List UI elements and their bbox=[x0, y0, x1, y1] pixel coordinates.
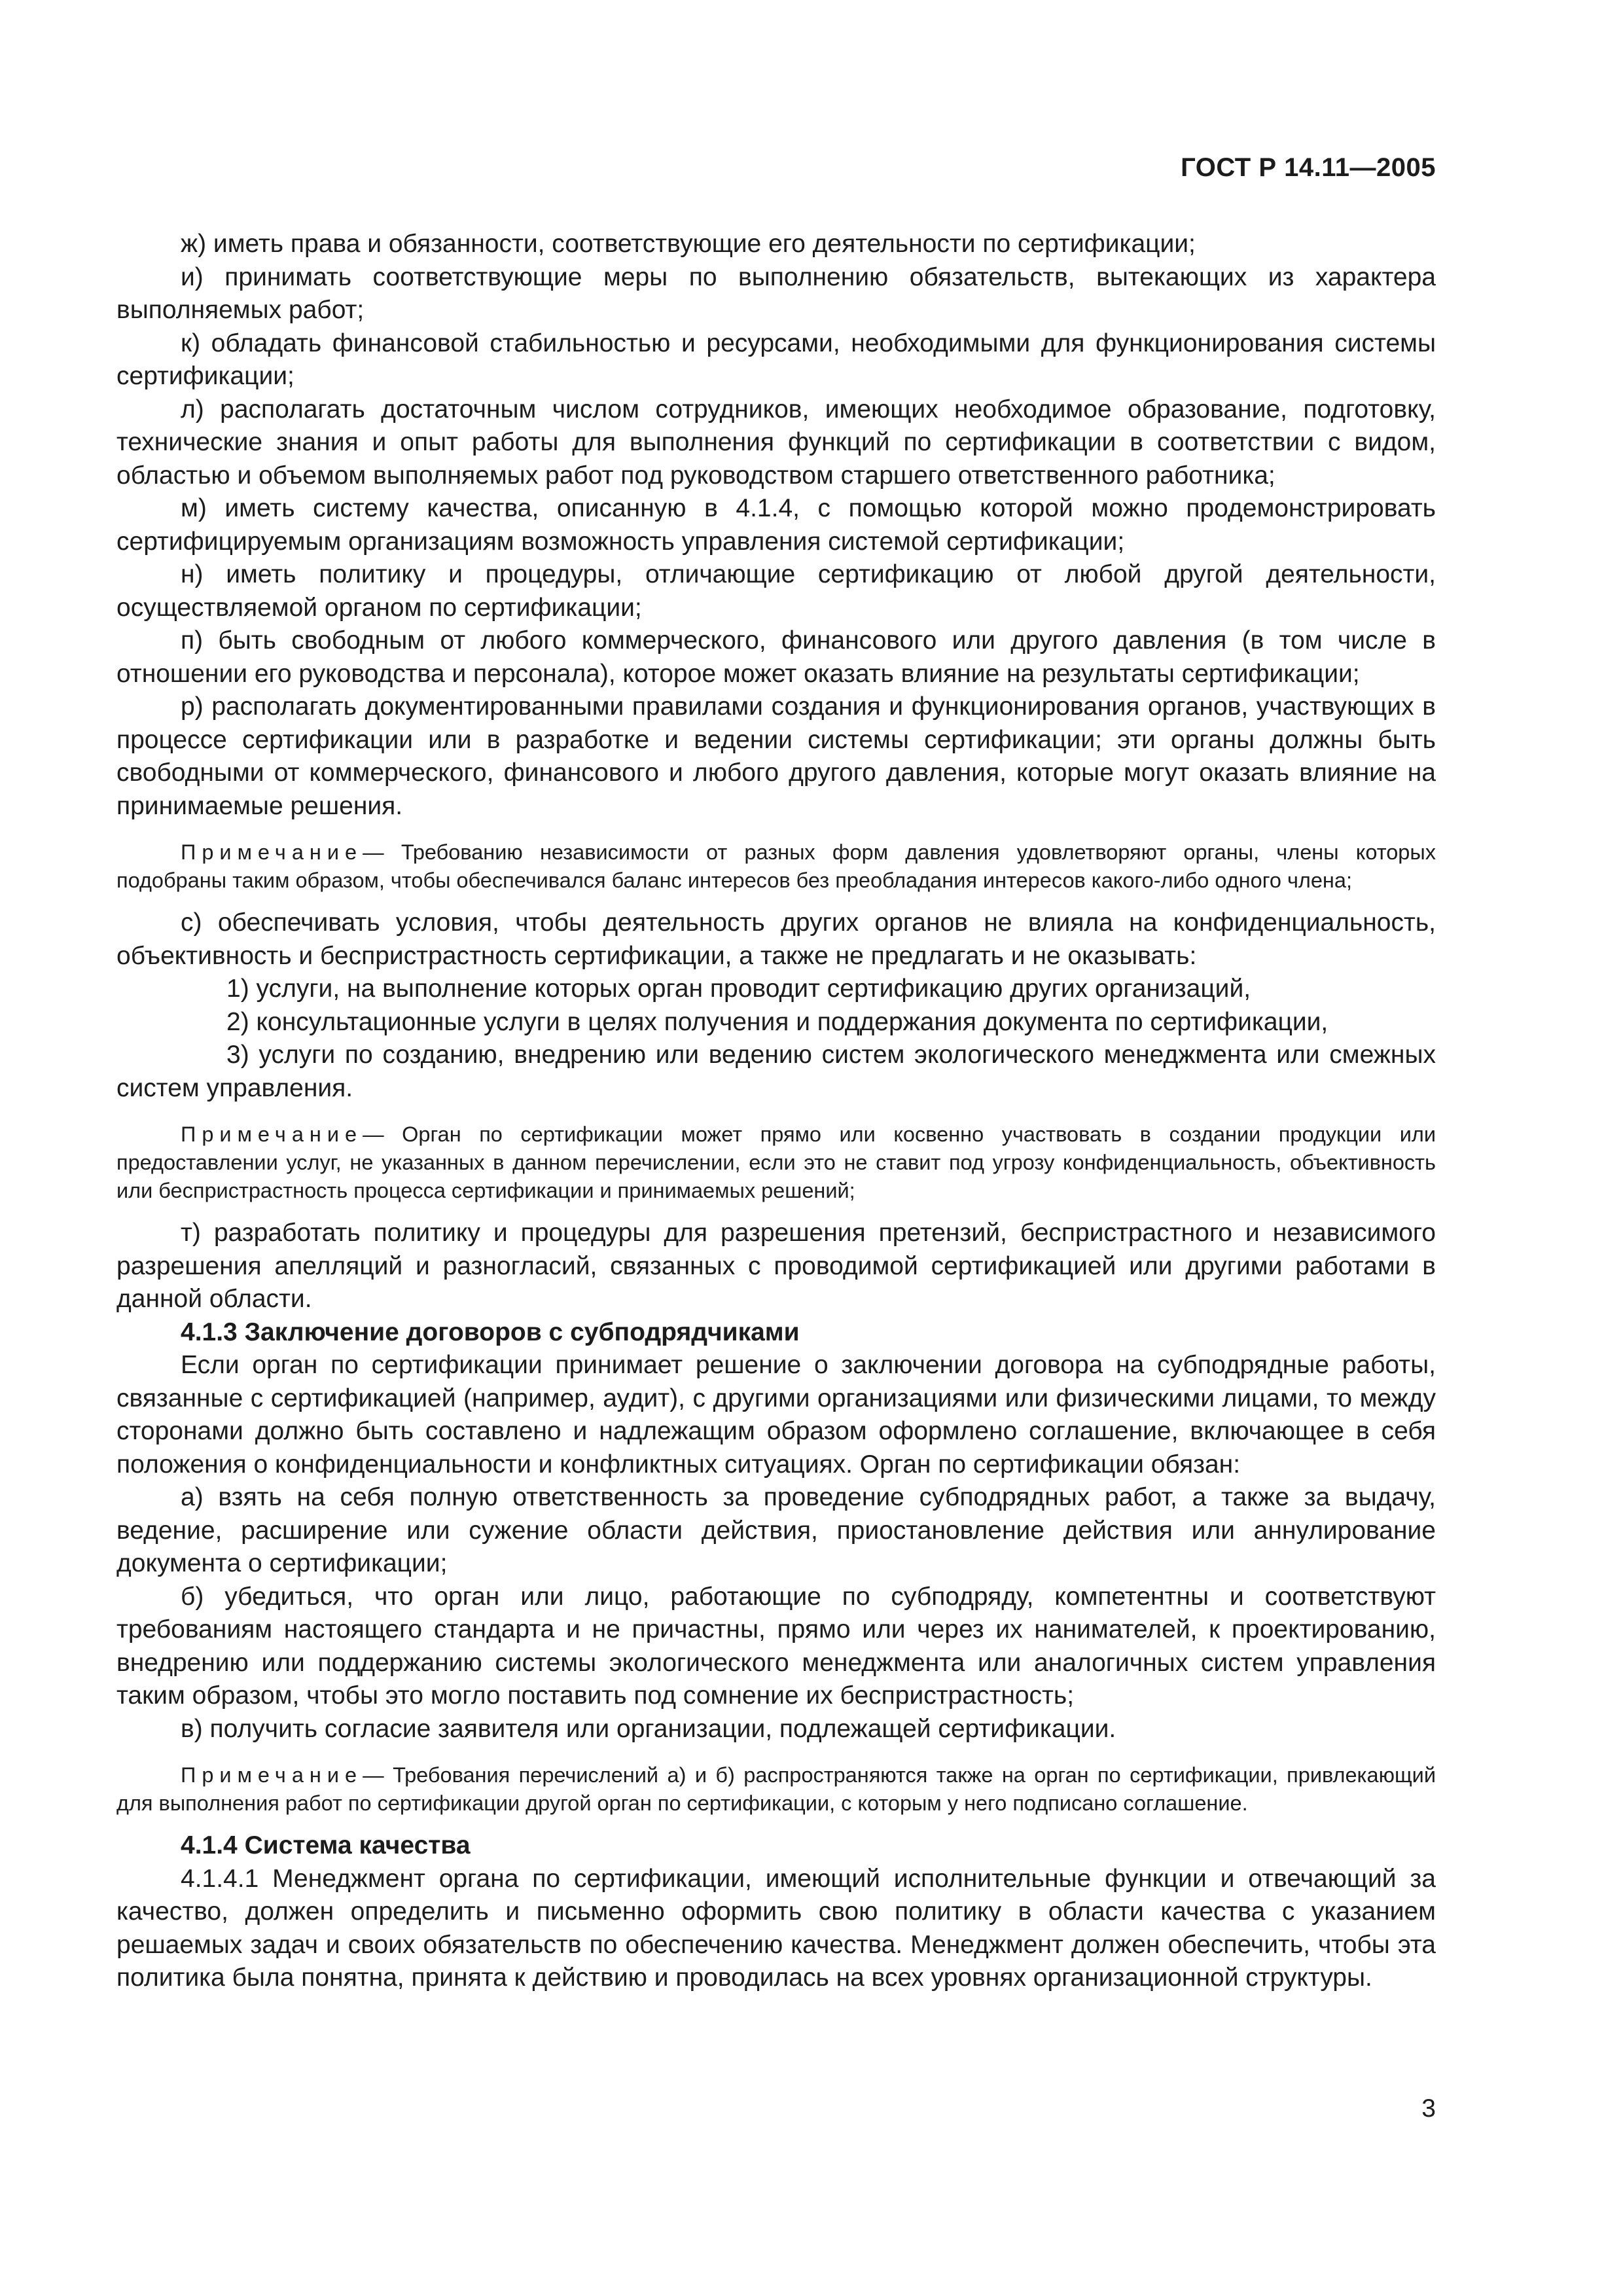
note-label: Примечание bbox=[181, 1122, 363, 1146]
list-item-r: р) располагать документированными правилами создания и функционирования органов, участвующих в процессе сертификации или в разработке и ведении системы сертификации; эти органы должны быть свободными от коммерческого, финансового и любого другого давления, которые могут оказать влияние на принимаемые решения. bbox=[116, 692, 1436, 820]
list-item-a: а) взять на себя полную ответственность за проведение субподрядных работ, а также за выдачу, ведение, расширение или сужение области действия, приостановление действия или аннулирование документа о сертификации; bbox=[116, 1483, 1436, 1577]
document-header: ГОСТ Р 14.11—2005 bbox=[1181, 153, 1436, 182]
list-item-m: м) иметь систему качества, описанную в 4.1.4, с помощью которой можно продемонстрировать сертифицируемым организациям возможность управления системой сертификации; bbox=[116, 494, 1436, 556]
note-3 bbox=[116, 1761, 1436, 1818]
list-item-zh: ж) иметь права и обязанности, соответствующие его деятельности по сертификации; bbox=[181, 230, 1196, 258]
note-text: — Орган по сертификации может прямо или косвенно участвовать в создании продукции или предоставлении услуг, не указанных в данном перечислении, если это не ставит под угрозу конфиденциальность, объективность или беспристрастность процесса сертификации и принимаемых решений; bbox=[116, 1122, 1436, 1202]
list-item-l: л) располагать достаточным числом сотрудников, имеющих необходимое образование, подготовку, технические знания и опыт работы для выполнения функций по сертификации в соответствии с видом, областью и объемом выполняемых работ под руководством старшего ответственного работника; bbox=[116, 395, 1436, 490]
note-text: — Требования перечислений а) и б) распространяются также на орган по сертификации, привлекающий для выполнения работ по сертификации другой орган по сертификации, с которым у него подписано соглашение. bbox=[116, 1763, 1436, 1815]
section-4-1-3-intro: Если орган по сертификации принимает решение о заключении договора на субподрядные работы, связанные с сертификацией (например, аудит), с другими организациями или физическими лицами, то между сторонами должно быть составлено и надлежащим образом оформлено соглашение, включающее в себя положения о конфиденциальности и конфликтных ситуациях. Орган по сертификации обязан: bbox=[116, 1351, 1436, 1479]
list-item-t: т) разработать политику и процедуры для разрешения претензий, беспристрастного и независимого разрешения апелляций и разногласий, связанных с проводимой сертификацией или другими работами в данной области. bbox=[116, 1219, 1436, 1313]
list-item-p: п) быть свободным от любого коммерческого, финансового или другого давления (в том числе в отношении его руководства и персонала), которое может оказать влияние на результаты сертификации; bbox=[116, 626, 1436, 688]
note-1 bbox=[116, 838, 1436, 895]
note-label: Примечание bbox=[181, 840, 363, 864]
list-item-i: и) принимать соответствующие меры по выполнению обязательств, вытекающих из характера выполняемых работ; bbox=[116, 262, 1436, 324]
sub-item-3: 3) услуги по созданию, внедрению или ведению систем экологического менеджмента или смежных систем управления. bbox=[116, 1041, 1436, 1102]
section-4-1-4-1-para: 4.1.4.1 Менеджмент органа по сертификации, имеющий исполнительные функции и отвечающий за качество, должен определить и письменно оформить свою политику в области качества с указанием решаемых задач и своих обязательств по обеспечению качества. Менеджмент должен обеспечить, чтобы эта политика была понятна, принята к действию и проводилась на всех уровнях организационной структуры. bbox=[116, 1864, 1436, 1992]
list-item-s: с) обеспечивать условия, чтобы деятельность других органов не влияла на конфиденциальность, объективность и беспристрастность сертификации, а также не предлагать и не оказывать: bbox=[116, 908, 1436, 970]
list-item-n: н) иметь политику и процедуры, отличающие сертификацию от любой другой деятельности, осуществляемой органом по сертификации; bbox=[116, 560, 1436, 622]
list-item-b: б) убедиться, что орган или лицо, работающие по субподряду, компетентны и соответствуют требованиям настоящего стандарта и не причастны, прямо или через их нанимателей, к проектированию, внедрению или поддержанию системы экологического менеджмента или аналогичных систем управления таким образом, чтобы это могло поставить под сомнение их беспристрастность; bbox=[116, 1582, 1436, 1710]
page-number: 3 bbox=[1421, 2094, 1436, 2123]
sub-item-1: 1) услуги, на выполнение которых орган проводит сертификацию других организаций, bbox=[226, 975, 1251, 1003]
note-text: — Требованию независимости от разных форм давления удовлетворяют органы, члены которых подобраны таким образом, чтобы обеспечивался баланс интересов без преобладания интересов какого-либо одного члена; bbox=[116, 840, 1436, 892]
document-body bbox=[116, 228, 1436, 1995]
note-2 bbox=[116, 1121, 1436, 1205]
sub-item-2: 2) консультационные услуги в целях получения и поддержания документа по сертификации, bbox=[226, 1007, 1329, 1036]
note-label: Примечание bbox=[181, 1763, 363, 1787]
list-item-v: в) получить согласие заявителя или организации, подлежащей сертификации. bbox=[181, 1714, 1116, 1743]
list-item-k: к) обладать финансовой стабильностью и ресурсами, необходимыми для функционирования системы сертификации; bbox=[116, 329, 1436, 390]
section-heading-4-1-4: 4.1.4 Система качества bbox=[181, 1831, 471, 1859]
section-heading-4-1-3: 4.1.3 Заключение договоров с субподрядчиками bbox=[181, 1318, 800, 1346]
